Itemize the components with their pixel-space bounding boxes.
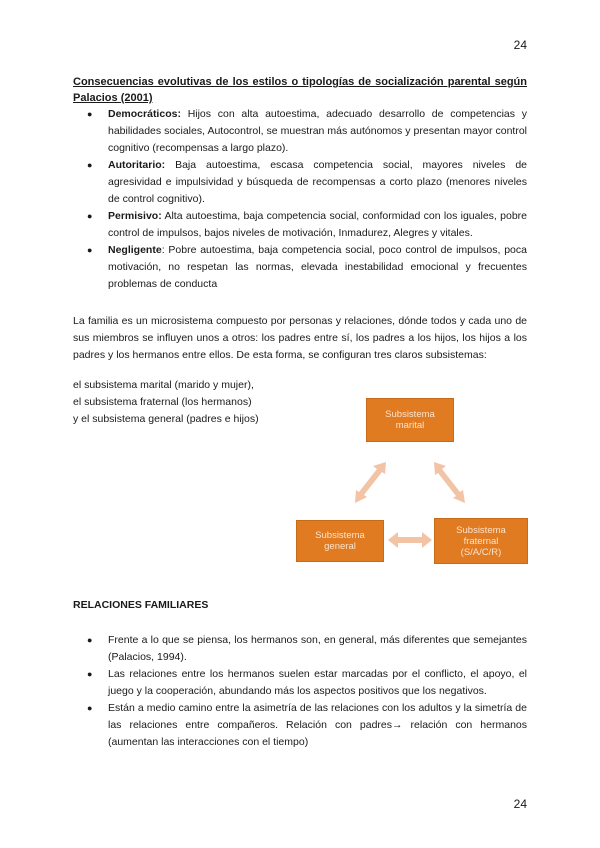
subsystem-general: y el subsistema general (padres e hijos) xyxy=(73,413,259,425)
arrow-general-fraternal xyxy=(388,532,432,548)
page-number-bottom: 24 xyxy=(513,797,527,811)
box-general: Subsistema general xyxy=(296,520,384,562)
relations-list xyxy=(73,632,527,751)
box-fraternal: Subsistema fraternal (S/A/C/R) xyxy=(434,518,528,564)
description: : Pobre autoestima, baja competencia social, poco control de impulsos, poca motivación, no respetan las normas, elevada inestabilidad emocional y frecuentes problemas de conducta xyxy=(108,244,527,290)
list-item-permissive xyxy=(73,208,527,242)
subsystem-marital: el subsistema marital (marido y mujer), xyxy=(73,379,254,391)
subsystems-list xyxy=(73,377,303,428)
arrow-marital-fraternal xyxy=(434,462,465,503)
list-item: ● Frente a lo que se piensa, los hermanos son, en general, más diferentes que semejantes (Palacios, 1994). xyxy=(73,632,527,666)
description: Baja autoestima, escasa competencia social, mayores niveles de agresividad e impulsividad y búsqueda de recompensas a corto plazo (menores niveles de control cognitivo). xyxy=(108,159,527,205)
family-paragraph: La familia es un microsistema compuesto por personas y relaciones, dónde todos y cada uno de sus miembros se influyen unos a otros: los padres entre sí, los padres a los hijos, los hijos a los padres y los hermanos entre ellos. De esta forma, se configuran tres claros subsistemas: xyxy=(73,315,527,361)
section-heading: Consecuencias evolutivas de los estilos o tipologías de socialización parental según Palacios (2001) xyxy=(73,76,527,104)
description: Hijos con alta autoestima, adecuado desarrollo de competencias y habilidades sociales, Autocontrol, se muestran más autónomos y presentan mayor control cognitivo (recompensas a largo plazo). xyxy=(108,108,527,154)
list-item-negligent xyxy=(73,242,527,293)
box-marital: Subsistema marital xyxy=(366,398,454,442)
list-item-democratic xyxy=(73,106,527,157)
relations-title: RELACIONES FAMILIARES xyxy=(73,599,209,611)
term: Negligente xyxy=(108,244,162,256)
parenting-styles-list xyxy=(73,106,527,293)
term: Permisivo: xyxy=(108,210,162,222)
list-item: ● Las relaciones entre los hermanos suelen estar marcadas por el conflicto, el apoyo, el juego y la cooperación, abundando más los aspectos positivos que los negativos. xyxy=(73,666,527,700)
description: Alta autoestima, baja competencia social, conformidad con los iguales, pobre control de impulsos, bajos niveles de motivación, Inmadurez, Alegres y vitales. xyxy=(108,210,527,239)
term: Democráticos: xyxy=(108,108,181,120)
subsystems-diagram xyxy=(290,396,530,568)
term: Autoritario: xyxy=(108,159,166,171)
page-number-top: 24 xyxy=(513,38,527,52)
subsystem-fraternal: el subsistema fraternal (los hermanos) xyxy=(73,396,252,408)
arrow-marital-general xyxy=(355,462,386,503)
list-item-authoritarian xyxy=(73,157,527,208)
list-item: ● Están a medio camino entre la asimetría de las relaciones con los adultos y la simetría de las relaciones entre compañeros. Relación con padres→ relación con hermanos (aumentan las interacciones con el tiempo) xyxy=(73,700,527,751)
